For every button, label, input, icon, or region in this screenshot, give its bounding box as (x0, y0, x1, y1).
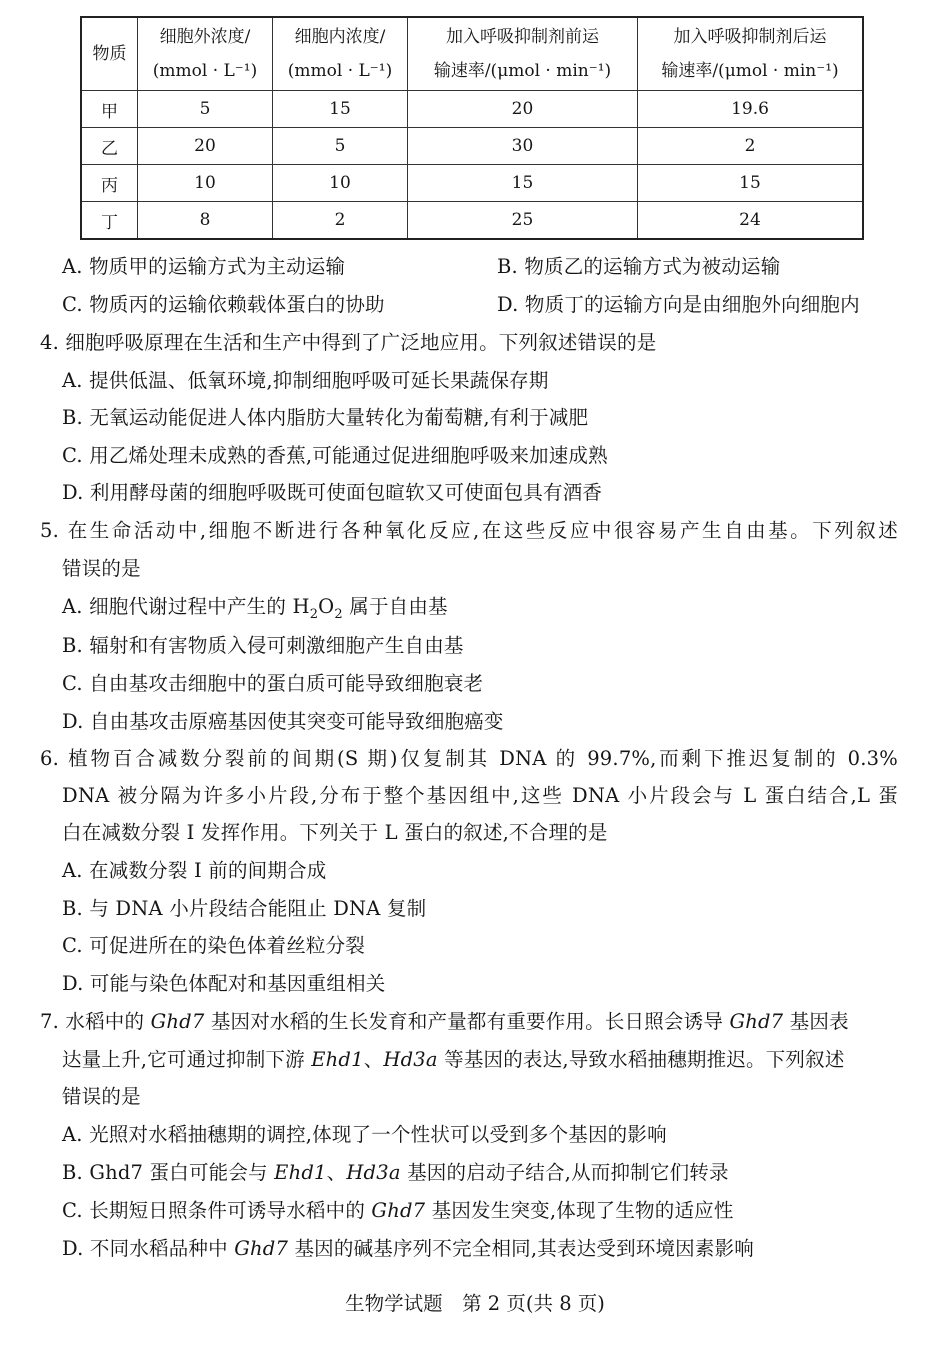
header-rate-before: 加入呼吸抑制剂前运 输速率/(μmol · min⁻¹) (408, 17, 638, 91)
table-row (81, 202, 863, 240)
q5-stem-line1: 5. 在生命活动中,细胞不断进行各种氧化反应,在这些反应中很容易产生自由基。下列叙述 (40, 519, 898, 542)
table-cell: 30 (408, 128, 638, 165)
table-cell: 丁 (81, 202, 138, 240)
header-rate-after: 加入呼吸抑制剂后运 输速率/(μmol · min⁻¹) (638, 17, 864, 91)
q6-stem-line3: 白在减数分裂 Ⅰ 发挥作用。下列关于 L 蛋白的叙述,不合理的是 (62, 821, 608, 844)
table-cell: 25 (408, 202, 638, 240)
q6-stem-line2: DNA 被分隔为许多小片段,分布于整个基因组中,这些 DNA 小片段会与 L 蛋白结合,L 蛋 (62, 784, 898, 807)
q3-option-b[interactable]: B. 物质乙的运输方式为被动运输 (497, 255, 781, 278)
transport-rate-table (80, 16, 864, 240)
q7-stem-line1: 7. 水稻中的 Ghd7 基因对水稻的生长发育和产量都有重要作用。长日照会诱导 Ghd7 基因表 (40, 1010, 849, 1033)
header-outer-concentration: 细胞外浓度/ (mmol · L⁻¹) (138, 17, 273, 91)
table-cell: 20 (138, 128, 273, 165)
table-header-row (81, 17, 863, 91)
header-inner-concentration: 细胞内浓度/ (mmol · L⁻¹) (273, 17, 408, 91)
q7-option-d[interactable]: D. 不同水稻品种中 Ghd7 基因的碱基序列不完全相同,其表达受到环境因素影响 (62, 1237, 754, 1260)
q7-option-c[interactable]: C. 长期短日照条件可诱导水稻中的 Ghd7 基因发生突变,体现了生物的适应性 (62, 1199, 734, 1222)
q4-option-b[interactable]: B. 无氧运动能促进人体内脂肪大量转化为葡萄糖,有利于减肥 (62, 406, 589, 429)
q7-option-b[interactable]: B. Ghd7 蛋白可能会与 Ehd1、Hd3a 基因的启动子结合,从而抑制它们转录 (62, 1161, 729, 1184)
table-cell: 2 (638, 128, 864, 165)
table-cell: 8 (138, 202, 273, 240)
table-row (81, 128, 863, 165)
q5-option-c[interactable]: C. 自由基攻击细胞中的蛋白质可能导致细胞衰老 (62, 672, 484, 695)
q7-stem-line2: 达量上升,它可通过抑制下游 Ehd1、Hd3a 等基因的表达,导致水稻抽穗期推迟。下列叙述 (62, 1048, 845, 1071)
q7-option-a[interactable]: A. 光照对水稻抽穗期的调控,体现了一个性状可以受到多个基因的影响 (62, 1123, 667, 1146)
table-row (81, 165, 863, 202)
table-cell: 20 (408, 91, 638, 128)
q3-option-c[interactable]: C. 物质丙的运输依赖载体蛋白的协助 (62, 293, 385, 316)
q5-stem-line2: 错误的是 (62, 557, 141, 580)
q6-option-c[interactable]: C. 可促进所在的染色体着丝粒分裂 (62, 934, 366, 957)
table-cell: 2 (273, 202, 408, 240)
page-footer: 生物学试题 第 2 页(共 8 页) (345, 1292, 605, 1315)
q4-stem: 4. 细胞呼吸原理在生活和生产中得到了广泛地应用。下列叙述错误的是 (40, 331, 657, 354)
table-cell: 10 (273, 165, 408, 202)
table-cell: 15 (408, 165, 638, 202)
table-cell: 5 (273, 128, 408, 165)
q6-option-d[interactable]: D. 可能与染色体配对和基因重组相关 (62, 972, 386, 995)
q6-option-b[interactable]: B. 与 DNA 小片段结合能阻止 DNA 复制 (62, 897, 427, 920)
q5-option-b[interactable]: B. 辐射和有害物质入侵可刺激细胞产生自由基 (62, 634, 464, 657)
q5-option-a[interactable]: A. 细胞代谢过程中产生的 $H_2O_2$ 属于自由基 (62, 595, 448, 622)
header-substance: 物质 (81, 17, 138, 91)
table-cell: 乙 (81, 128, 138, 165)
q6-option-a[interactable]: A. 在减数分裂 Ⅰ 前的间期合成 (62, 859, 327, 882)
table-cell: 15 (638, 165, 864, 202)
table-cell: 24 (638, 202, 864, 240)
table-row (81, 91, 863, 128)
table-cell: 丙 (81, 165, 138, 202)
q4-option-a[interactable]: A. 提供低温、低氧环境,抑制细胞呼吸可延长果蔬保存期 (62, 369, 549, 392)
table-cell: 19.6 (638, 91, 864, 128)
table-cell: 15 (273, 91, 408, 128)
q3-option-a[interactable]: A. 物质甲的运输方式为主动运输 (62, 255, 346, 278)
q3-option-d[interactable]: D. 物质丁的运输方向是由细胞外向细胞内 (497, 293, 860, 316)
q4-option-d[interactable]: D. 利用酵母菌的细胞呼吸既可使面包暄软又可使面包具有酒香 (62, 481, 603, 504)
q5-option-d[interactable]: D. 自由基攻击原癌基因使其突变可能导致细胞癌变 (62, 710, 504, 733)
q4-option-c[interactable]: C. 用乙烯处理未成熟的香蕉,可能通过促进细胞呼吸来加速成熟 (62, 444, 608, 467)
q6-stem-line1: 6. 植物百合减数分裂前的间期(S 期)仅复制其 DNA 的 99.7%,而剩下推迟复制的 0.3% (40, 747, 898, 770)
table-cell: 10 (138, 165, 273, 202)
q7-stem-line3: 错误的是 (62, 1085, 141, 1108)
table-cell: 5 (138, 91, 273, 128)
table-cell: 甲 (81, 91, 138, 128)
